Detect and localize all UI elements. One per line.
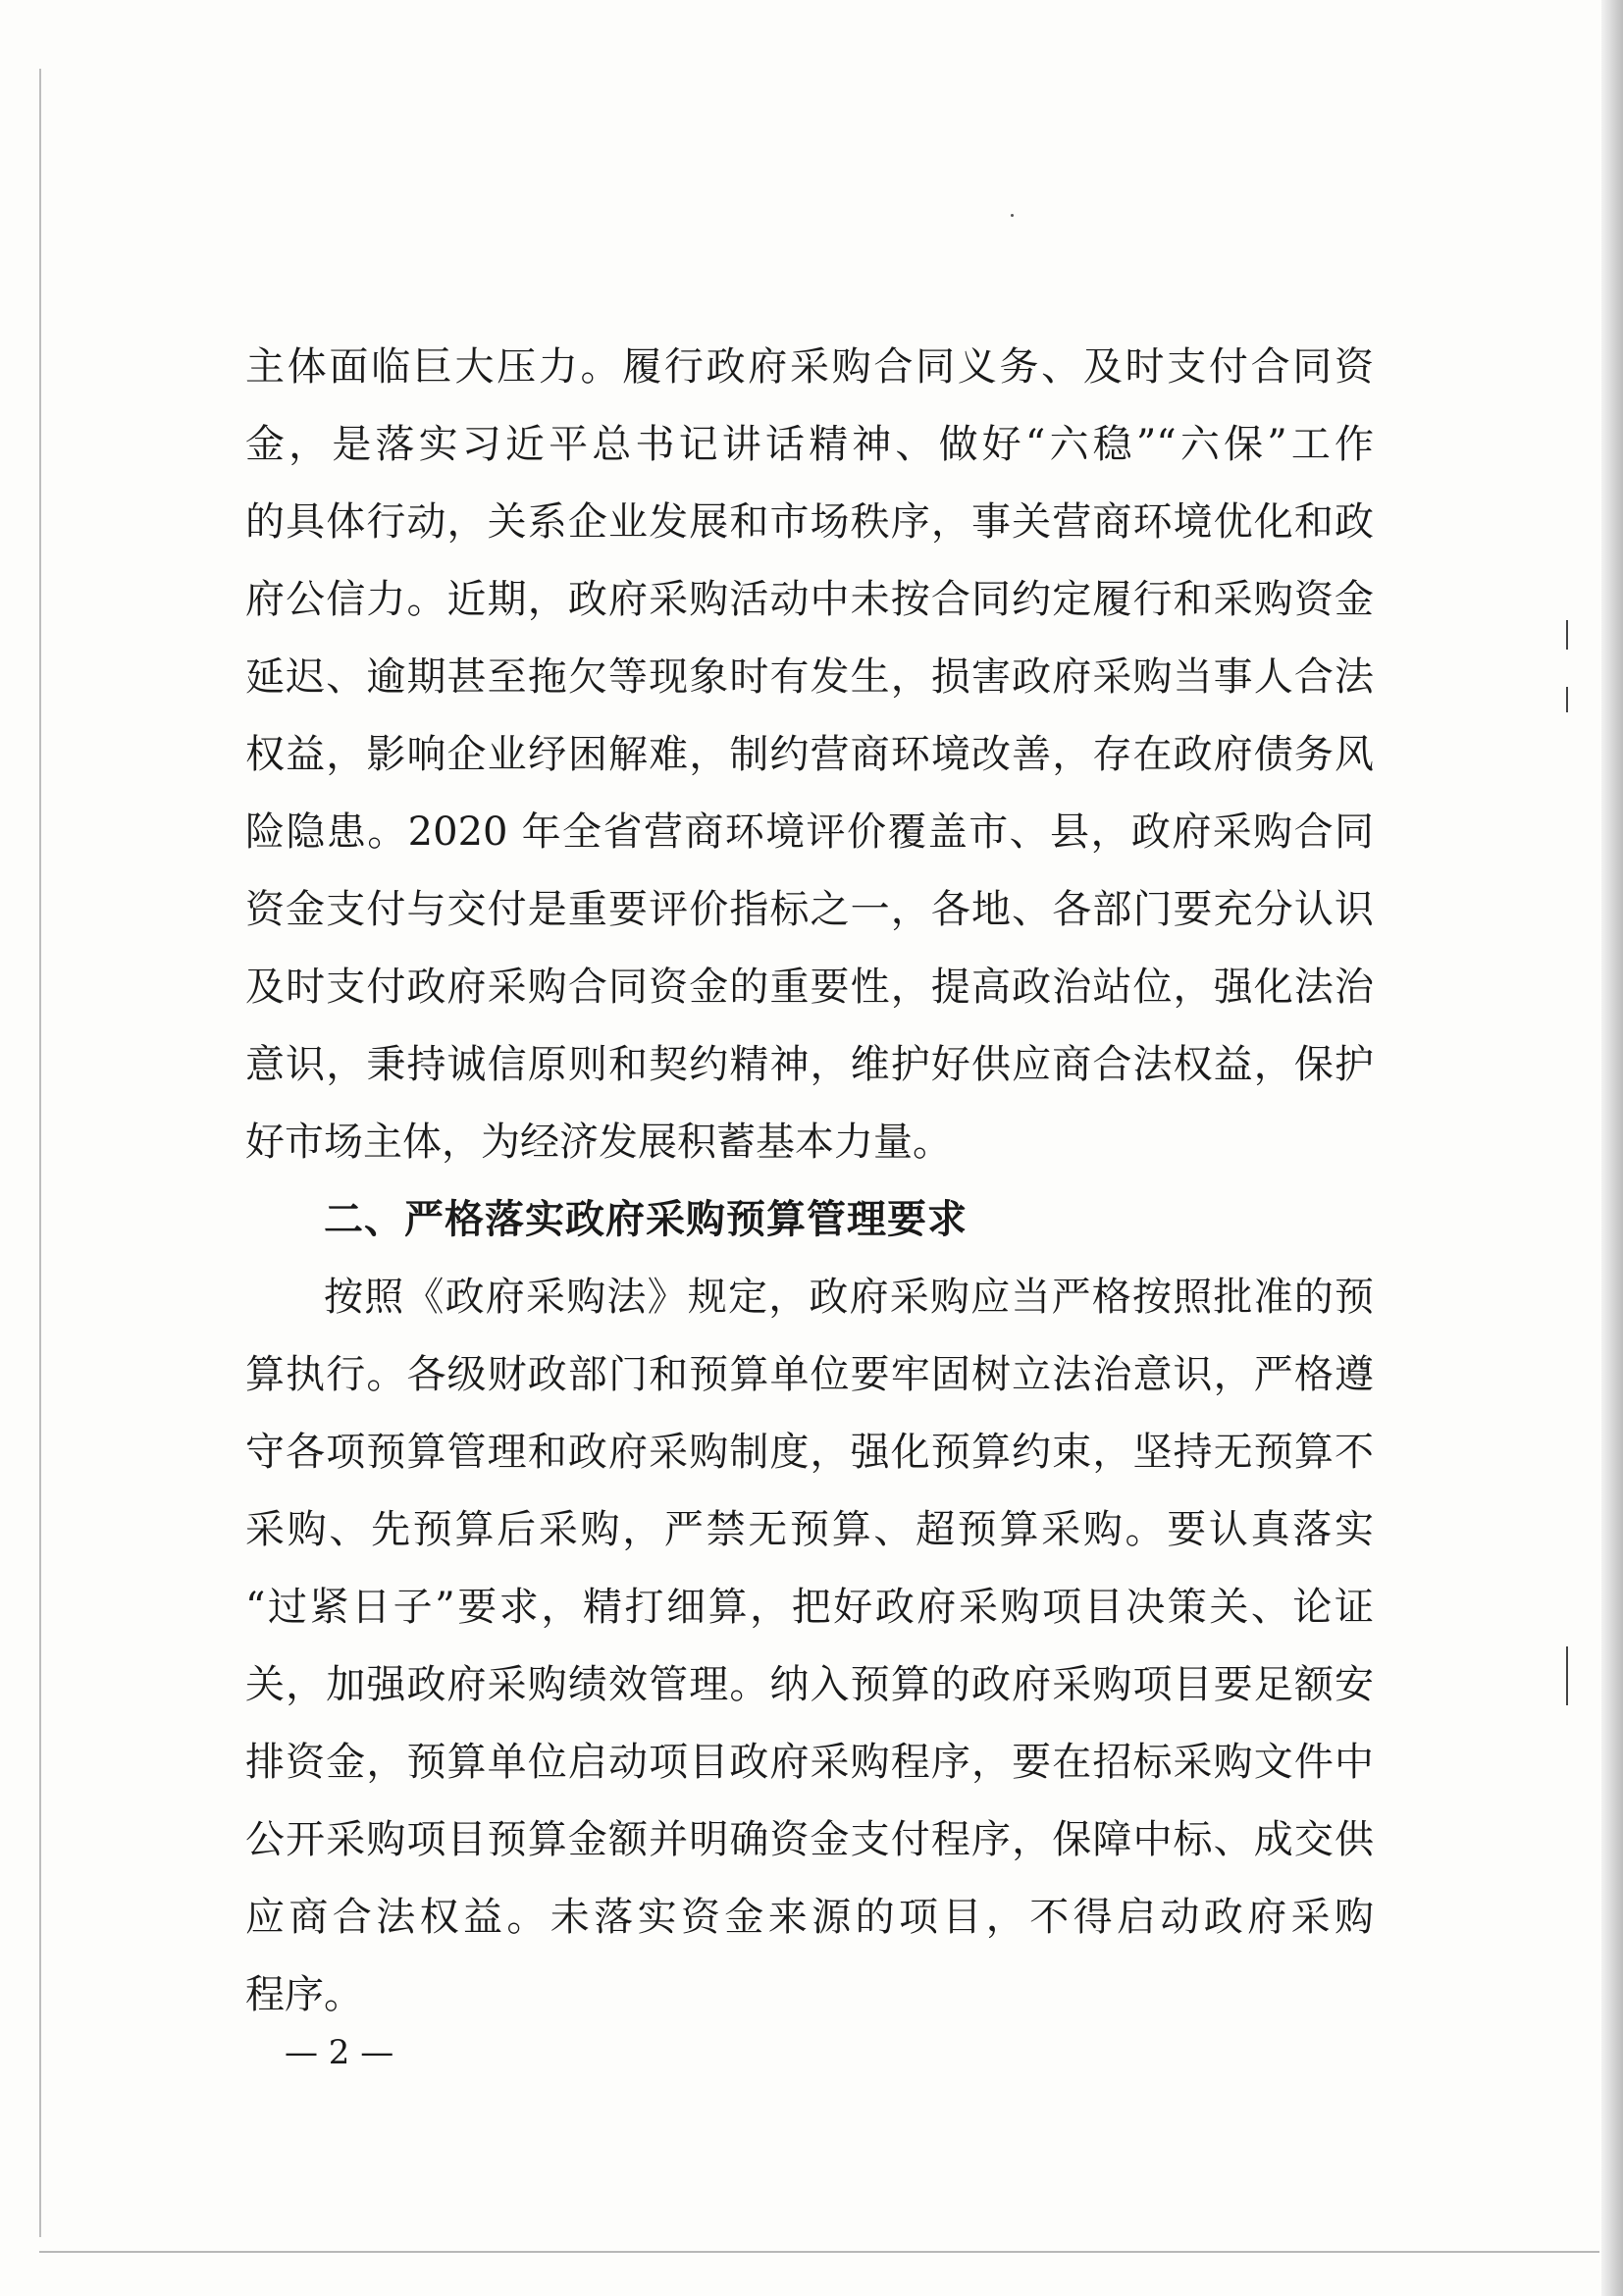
paragraph-line: 好市场主体，为经济发展积蓄基本力量。 [245, 1120, 952, 1165]
scan-border-line [39, 2251, 1599, 2253]
paragraph-line: 公开采购项目预算金额并明确资金支付程序，保障中标、成交供 [245, 1817, 1374, 1862]
paragraph-line: 及时支付政府采购合同资金的重要性，提高政治站位，强化法治 [245, 965, 1374, 1010]
paragraph-line: 权益，影响企业纾困解难，制约营商环境改善，存在政府债务风 [245, 732, 1374, 777]
page-number: — 2 — [285, 2033, 394, 2072]
scan-mark [1566, 687, 1568, 712]
paragraph-line: 按照《政府采购法》规定，政府采购应当严格按照批准的预 [324, 1275, 1374, 1320]
paragraph-line: 金，是落实习近平总书记讲话精神、做好“六稳”“六保”工作 [245, 422, 1374, 467]
paragraph-line: 险隐患。2020 年全省营商环境评价覆盖市、县，政府采购合同 [245, 809, 1374, 855]
body-text [245, 329, 1374, 2034]
paragraph-line: 程序。 [245, 1972, 363, 2017]
paragraph-line: 算执行。各级财政部门和预算单位要牢固树立法治意识，严格遵 [245, 1352, 1374, 1397]
scan-mark [1566, 1646, 1568, 1705]
paragraph-line: “过紧日子”要求，精打细算，把好政府采购项目决策关、论证 [245, 1585, 1374, 1630]
scan-speck [1011, 214, 1014, 217]
scan-mark [1566, 620, 1568, 650]
paragraph-line: 排资金，预算单位启动项目政府采购程序，要在招标采购文件中 [245, 1740, 1374, 1785]
paragraph-line: 资金支付与交付是重要评价指标之一，各地、各部门要充分认识 [245, 887, 1374, 932]
paragraph-line: 应商合法权益。未落实资金来源的项目，不得启动政府采购 [245, 1895, 1374, 1940]
paragraph-line: 主体面临巨大压力。履行政府采购合同义务、及时支付合同资 [245, 344, 1374, 390]
scan-edge [1601, 0, 1623, 2296]
paragraph-line: 的具体行动，关系企业发展和市场秩序，事关营商环境优化和政 [245, 499, 1374, 545]
paragraph-line: 采购、先预算后采购，严禁无预算、超预算采购。要认真落实 [245, 1507, 1374, 1552]
paragraph-line: 关，加强政府采购绩效管理。纳入预算的政府采购项目要足额安 [245, 1662, 1374, 1707]
paragraph-line: 延迟、逾期甚至拖欠等现象时有发生，损害政府采购当事人合法 [245, 654, 1374, 700]
paragraph-line: 意识，秉持诚信原则和契约精神，维护好供应商合法权益，保护 [245, 1042, 1374, 1087]
scan-border-line [39, 69, 41, 2237]
paragraph-line: 守各项预算管理和政府采购制度，强化预算约束，坚持无预算不 [245, 1430, 1374, 1475]
section-heading: 二、严格落实政府采购预算管理要求 [324, 1197, 968, 1242]
paragraph-line: 府公信力。近期，政府采购活动中未按合同约定履行和采购资金 [245, 577, 1374, 622]
